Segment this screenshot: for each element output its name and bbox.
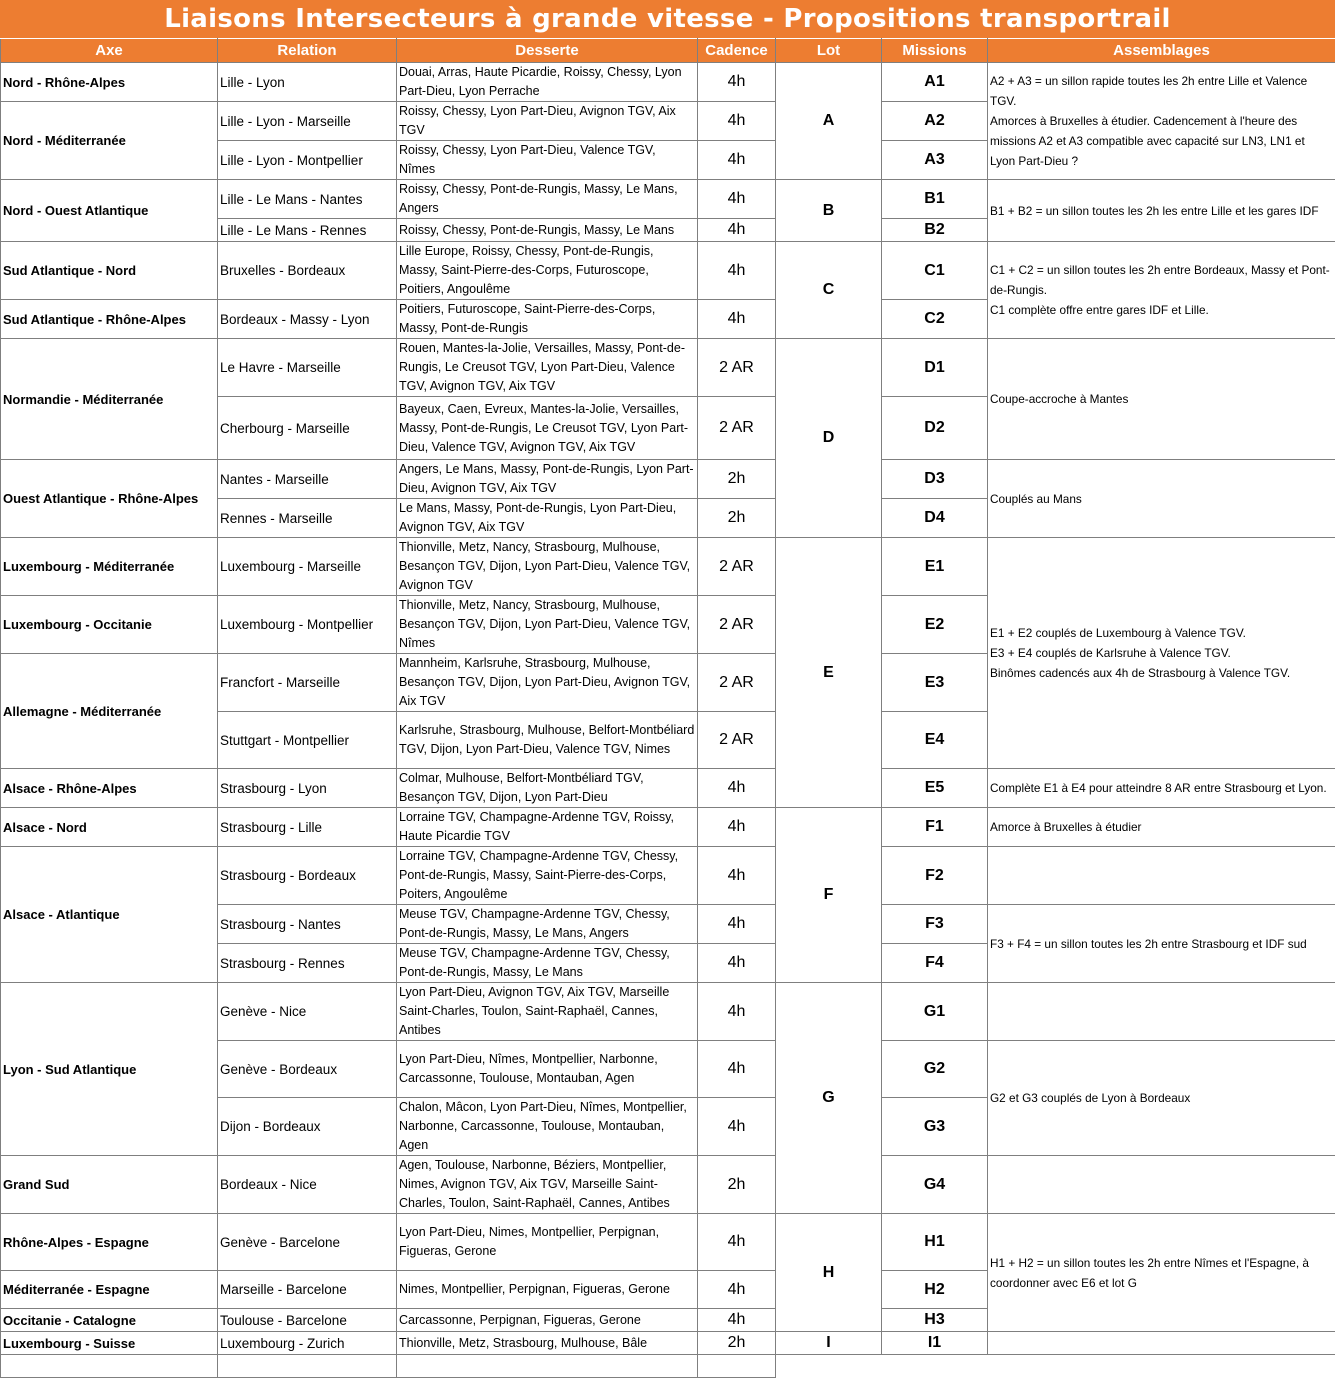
cadence-cell: 2h xyxy=(698,499,776,538)
cadence-cell: 4h xyxy=(698,905,776,944)
desserte-cell: Agen, Toulouse, Narbonne, Béziers, Montpellier, Nimes, Avignon TGV, Aix TGV, Marseille Saint-Charles, Toulon, Saint-Raphaël, Cannes, Antibes xyxy=(397,1156,698,1214)
relation-cell: Luxembourg - Zurich xyxy=(218,1332,397,1355)
relation-cell: Cherbourg - Marseille xyxy=(218,397,397,460)
desserte-cell: Chalon, Mâcon, Lyon Part-Dieu, Nîmes, Montpellier, Narbonne, Carcassonne, Toulouse, Montauban, Agen xyxy=(397,1098,698,1156)
assemblage-line: E1 + E2 couplés de Luxembourg à Valence TGV. xyxy=(990,623,1333,643)
mission-cell: B2 xyxy=(882,219,988,242)
table-row xyxy=(1,460,1335,499)
desserte-cell: Lyon Part-Dieu, Avignon TGV, Aix TGV, Marseille Saint-Charles, Toulon, Saint-Raphaël, Cannes, Antibes xyxy=(397,983,698,1041)
relation-cell: Stuttgart - Montpellier xyxy=(218,712,397,769)
table-row xyxy=(1,63,1335,102)
desserte-cell: Meuse TGV, Champagne-Ardenne TGV, Chessy, Pont-de-Rungis, Massy, Le Mans xyxy=(397,944,698,983)
relation-cell: Strasbourg - Rennes xyxy=(218,944,397,983)
table-row xyxy=(1,808,1335,847)
axe-cell: Nord - Ouest Atlantique xyxy=(1,180,218,242)
mission-cell: E2 xyxy=(882,596,988,654)
lot-cell: H xyxy=(776,1214,882,1332)
assemblage-line: G2 et G3 couplés de Lyon à Bordeaux xyxy=(990,1088,1333,1108)
relation-cell: Bordeaux - Nice xyxy=(218,1156,397,1214)
assemblage-line: Amorce à Bruxelles à étudier xyxy=(990,817,1333,837)
desserte-cell: Karlsruhe, Strasbourg, Mulhouse, Belfort-Montbéliard TGV, Dijon, Lyon Part-Dieu, Valence TGV, Nimes xyxy=(397,712,698,769)
relation-cell: Luxembourg - Marseille xyxy=(218,538,397,596)
axe-cell: Normandie - Méditerranée xyxy=(1,339,218,460)
lot-cell: I xyxy=(776,1332,882,1355)
mission-cell: H1 xyxy=(882,1214,988,1271)
cadence-cell: 4h xyxy=(698,1041,776,1098)
relation-cell: Francfort - Marseille xyxy=(218,654,397,712)
assemblage-line: Binômes cadencés aux 4h de Strasbourg à Valence TGV. xyxy=(990,663,1333,683)
relation-cell: Lille - Le Mans - Nantes xyxy=(218,180,397,219)
desserte-cell: Bayeux, Caen, Evreux, Mantes-la-Jolie, Versailles, Massy, Pont-de-Rungis, Le Creusot TGV, Lyon Part-Dieu, Valence TGV, Avignon TGV, Aix TGV xyxy=(397,397,698,460)
mission-cell: G4 xyxy=(882,1156,988,1214)
assemblage-cell xyxy=(988,983,1335,1041)
lot-cell: B xyxy=(776,180,882,242)
cadence-cell: 4h xyxy=(698,1271,776,1309)
relation-cell: Lille - Lyon - Marseille xyxy=(218,102,397,141)
table-row xyxy=(1,769,1335,808)
mission-cell: B1 xyxy=(882,180,988,219)
axe-cell: Alsace - Rhône-Alpes xyxy=(1,769,218,808)
assemblage-cell xyxy=(988,1332,1335,1355)
mission-cell: A2 xyxy=(882,102,988,141)
lot-cell: G xyxy=(776,983,882,1214)
desserte-cell: Lyon Part-Dieu, Nimes, Montpellier, Perpignan, Figueras, Gerone xyxy=(397,1214,698,1271)
axe-cell: Lyon - Sud Atlantique xyxy=(1,983,218,1156)
axe-cell: Nord - Méditerranée xyxy=(1,102,218,180)
desserte-cell: Roissy, Chessy, Pont-de-Rungis, Massy, Le Mans xyxy=(397,219,698,242)
header-desserte: Desserte xyxy=(397,39,698,63)
desserte-cell: Meuse TGV, Champagne-Ardenne TGV, Chessy, Pont-de-Rungis, Massy, Le Mans, Angers xyxy=(397,905,698,944)
table-row xyxy=(1,1156,1335,1214)
assemblage-cell xyxy=(988,180,1335,242)
mission-cell: F1 xyxy=(882,808,988,847)
relation-cell: Genève - Nice xyxy=(218,983,397,1041)
relation-cell: Genève - Bordeaux xyxy=(218,1041,397,1098)
mission-cell: C1 xyxy=(882,242,988,300)
desserte-cell: Lyon Part-Dieu, Nîmes, Montpellier, Narbonne, Carcassonne, Toulouse, Montauban, Agen xyxy=(397,1041,698,1098)
header-axe: Axe xyxy=(1,39,218,63)
liaisons-table xyxy=(0,38,1335,1378)
desserte-cell: Mannheim, Karlsruhe, Strasbourg, Mulhouse, Besançon TGV, Dijon, Lyon Part-Dieu, Avignon TGV, Aix TGV xyxy=(397,654,698,712)
desserte-cell: Le Mans, Massy, Pont-de-Rungis, Lyon Part-Dieu, Avignon TGV, Aix TGV xyxy=(397,499,698,538)
desserte-cell: Angers, Le Mans, Massy, Pont-de-Rungis, Lyon Part-Dieu, Avignon TGV, Aix TGV xyxy=(397,460,698,499)
assemblage-cell xyxy=(988,242,1335,339)
desserte-cell: Nimes, Montpellier, Perpignan, Figueras, Gerone xyxy=(397,1271,698,1309)
axe-cell: Grand Sud xyxy=(1,1156,218,1214)
assemblage-cell xyxy=(988,905,1335,983)
desserte-cell: Thionville, Metz, Strasbourg, Mulhouse, Bâle xyxy=(397,1332,698,1355)
axe-cell: Ouest Atlantique - Rhône-Alpes xyxy=(1,460,218,538)
header-row xyxy=(1,39,1335,63)
relation-cell: Strasbourg - Bordeaux xyxy=(218,847,397,905)
cadence-cell: 2h xyxy=(698,460,776,499)
cadence-cell: 2 AR xyxy=(698,339,776,397)
mission-cell: F4 xyxy=(882,944,988,983)
relation-cell xyxy=(1,1355,218,1378)
assemblage-cell xyxy=(988,847,1335,905)
mission-cell: D3 xyxy=(882,460,988,499)
table-row xyxy=(1,1332,1335,1355)
cadence-cell: 4h xyxy=(698,1098,776,1156)
axe-cell: Sud Atlantique - Nord xyxy=(1,242,218,300)
cadence-cell: 4h xyxy=(698,847,776,905)
mission-cell: I1 xyxy=(882,1332,988,1355)
cadence-cell: 4h xyxy=(698,63,776,102)
desserte-cell: Thionville, Metz, Nancy, Strasbourg, Mulhouse, Besançon TGV, Dijon, Lyon Part-Dieu, Valence TGV, Nîmes xyxy=(397,596,698,654)
assemblage-cell xyxy=(988,339,1335,460)
relation-cell: Luxembourg - Montpellier xyxy=(218,596,397,654)
header-assemblages: Assemblages xyxy=(988,39,1335,63)
desserte-cell: Roissy, Chessy, Lyon Part-Dieu, Avignon TGV, Aix TGV xyxy=(397,102,698,141)
desserte-cell: Poitiers, Futuroscope, Saint-Pierre-des-Corps, Massy, Pont-de-Rungis xyxy=(397,300,698,339)
desserte-cell: Colmar, Mulhouse, Belfort-Montbéliard TGV, Besançon TGV, Dijon, Lyon Part-Dieu xyxy=(397,769,698,808)
relation-cell: Rennes - Marseille xyxy=(218,499,397,538)
cadence-cell: 2 AR xyxy=(698,654,776,712)
assemblage-line: A2 + A3 = un sillon rapide toutes les 2h entre Lille et Valence TGV. xyxy=(990,71,1333,111)
cadence-cell: 2 AR xyxy=(698,538,776,596)
axe-cell: Luxembourg - Suisse xyxy=(1,1332,218,1355)
lot-cell: E xyxy=(776,538,882,808)
header-relation: Relation xyxy=(218,39,397,63)
assemblage-line: E3 + E4 couplés de Karlsruhe à Valence TGV. xyxy=(990,643,1333,663)
relation-cell: Strasbourg - Lyon xyxy=(218,769,397,808)
assemblage-line: H1 + H2 = un sillon toutes les 2h entre Nîmes et l'Espagne, à coordonner avec E6 et lot G xyxy=(990,1253,1333,1293)
desserte-cell: Rouen, Mantes-la-Jolie, Versailles, Massy, Pont-de-Rungis, Le Creusot TGV, Lyon Part-Dieu, Valence TGV, Avignon TGV, Aix TGV xyxy=(397,339,698,397)
cadence-cell: 4h xyxy=(698,141,776,180)
header-cadence: Cadence xyxy=(698,39,776,63)
assemblage-line: C1 + C2 = un sillon toutes les 2h entre Bordeaux, Massy et Pont-de-Rungis. xyxy=(990,260,1333,300)
mission-cell: G2 xyxy=(882,1041,988,1098)
relation-cell: Marseille - Barcelone xyxy=(218,1271,397,1309)
header-missions: Missions xyxy=(882,39,988,63)
assemblage-line: B1 + B2 = un sillon toutes les 2h les entre Lille et les gares IDF xyxy=(990,201,1333,221)
mission-cell: G3 xyxy=(882,1098,988,1156)
cadence-cell: 4h xyxy=(698,242,776,300)
axe-cell: Alsace - Atlantique xyxy=(1,847,218,983)
cadence-cell xyxy=(397,1355,698,1378)
axe-cell: Occitanie - Catalogne xyxy=(1,1309,218,1332)
mission-cell: A3 xyxy=(882,141,988,180)
relation-cell: Strasbourg - Lille xyxy=(218,808,397,847)
table-row xyxy=(1,538,1335,596)
relation-cell: Nantes - Marseille xyxy=(218,460,397,499)
axe-cell: Sud Atlantique - Rhône-Alpes xyxy=(1,300,218,339)
cadence-cell: 4h xyxy=(698,1214,776,1271)
axe-cell: Luxembourg - Méditerranée xyxy=(1,538,218,596)
cadence-cell: 4h xyxy=(698,769,776,808)
table-row xyxy=(1,1214,1335,1271)
mission-cell: D2 xyxy=(882,397,988,460)
assemblage-line: F3 + F4 = un sillon toutes les 2h entre Strasbourg et IDF sud xyxy=(990,934,1333,954)
relation-cell: Lille - Lyon - Montpellier xyxy=(218,141,397,180)
desserte-cell: Roissy, Chessy, Lyon Part-Dieu, Valence TGV, Nîmes xyxy=(397,141,698,180)
table-row xyxy=(1,847,1335,905)
mission-cell: D1 xyxy=(882,339,988,397)
lot-cell: C xyxy=(776,242,882,339)
relation-cell: Genève - Barcelone xyxy=(218,1214,397,1271)
assemblage-cell xyxy=(988,538,1335,769)
cadence-cell: 2h xyxy=(698,1156,776,1214)
desserte-cell: Carcassonne, Perpignan, Figueras, Gerone xyxy=(397,1309,698,1332)
mission-cell: E3 xyxy=(882,654,988,712)
desserte-cell: Roissy, Chessy, Pont-de-Rungis, Massy, Le Mans, Angers xyxy=(397,180,698,219)
cadence-cell: 4h xyxy=(698,102,776,141)
cadence-cell: 4h xyxy=(698,219,776,242)
table-body xyxy=(1,63,1335,1378)
cadence-cell: 4h xyxy=(698,180,776,219)
assemblage-cell xyxy=(988,460,1335,538)
sheet-title: Liaisons Intersecteurs à grande vitesse - Propositions transportrail xyxy=(0,0,1335,38)
mission-cell: E1 xyxy=(882,538,988,596)
table-row xyxy=(1,983,1335,1041)
desserte-cell xyxy=(218,1355,397,1378)
mission-cell: H3 xyxy=(882,1309,988,1332)
relation-cell: Lille - Le Mans - Rennes xyxy=(218,219,397,242)
cadence-cell: 2 AR xyxy=(698,596,776,654)
assemblage-line: Couplés au Mans xyxy=(990,489,1333,509)
assemblage-line: Amorces à Bruxelles à étudier. Cadencement à l'heure des missions A2 et A3 compatible avec capacité sur LN3, LN1 et Lyon Part-Dieu ? xyxy=(990,111,1333,171)
relation-cell: Toulouse - Barcelone xyxy=(218,1309,397,1332)
mission-cell: E5 xyxy=(882,769,988,808)
lot-cell: A xyxy=(776,63,882,180)
cadence-cell: 4h xyxy=(698,944,776,983)
assemblage-cell xyxy=(988,808,1335,847)
axe-cell: Rhône-Alpes - Espagne xyxy=(1,1214,218,1271)
cadence-cell: 2h xyxy=(698,1332,776,1355)
cadence-cell: 2 AR xyxy=(698,397,776,460)
cadence-cell: 4h xyxy=(698,983,776,1041)
axe-cell: Allemagne - Méditerranée xyxy=(1,654,218,769)
lot-cell: F xyxy=(776,808,882,983)
assemblage-cell xyxy=(988,769,1335,808)
mission-cell: H2 xyxy=(882,1271,988,1309)
assemblage-cell xyxy=(988,1214,1335,1332)
header-lot: Lot xyxy=(776,39,882,63)
relation-cell: Bruxelles - Bordeaux xyxy=(218,242,397,300)
relation-cell: Dijon - Bordeaux xyxy=(218,1098,397,1156)
relation-cell: Le Havre - Marseille xyxy=(218,339,397,397)
assemblage-line: Complète E1 à E4 pour atteindre 8 AR entre Strasbourg et Lyon. xyxy=(990,778,1333,798)
mission-cell: A1 xyxy=(882,63,988,102)
desserte-cell: Douai, Arras, Haute Picardie, Roissy, Chessy, Lyon Part-Dieu, Lyon Perrache xyxy=(397,63,698,102)
table-row xyxy=(1,180,1335,219)
cadence-cell: 4h xyxy=(698,1309,776,1332)
desserte-cell: Lille Europe, Roissy, Chessy, Pont-de-Rungis, Massy, Saint-Pierre-des-Corps, Futuroscope, Poitiers, Angoulême xyxy=(397,242,698,300)
mission-cell: F3 xyxy=(882,905,988,944)
mission-cell: F2 xyxy=(882,847,988,905)
assemblage-cell xyxy=(988,1156,1335,1214)
mission-cell xyxy=(698,1355,776,1378)
desserte-cell: Lorraine TGV, Champagne-Ardenne TGV, Chessy, Pont-de-Rungis, Massy, Saint-Pierre-des-Corps, Poiters, Angoulême xyxy=(397,847,698,905)
axe-cell: Luxembourg - Occitanie xyxy=(1,596,218,654)
desserte-cell: Lorraine TGV, Champagne-Ardenne TGV, Roissy, Haute Picardie TGV xyxy=(397,808,698,847)
table-row xyxy=(1,242,1335,300)
cadence-cell: 4h xyxy=(698,808,776,847)
axe-cell: Méditerranée - Espagne xyxy=(1,1271,218,1309)
cadence-cell: 2 AR xyxy=(698,712,776,769)
axe-cell: Alsace - Nord xyxy=(1,808,218,847)
relation-cell: Lille - Lyon xyxy=(218,63,397,102)
relation-cell: Strasbourg - Nantes xyxy=(218,905,397,944)
assemblage-line: C1 complète offre entre gares IDF et Lille. xyxy=(990,300,1333,320)
cadence-cell: 4h xyxy=(698,300,776,339)
relation-cell: Bordeaux - Massy - Lyon xyxy=(218,300,397,339)
mission-cell: D4 xyxy=(882,499,988,538)
assemblage-cell xyxy=(988,63,1335,180)
mission-cell: G1 xyxy=(882,983,988,1041)
table-row xyxy=(1,1355,1335,1378)
mission-cell: E4 xyxy=(882,712,988,769)
assemblage-line: Coupe-accroche à Mantes xyxy=(990,389,1333,409)
assemblage-cell xyxy=(988,1041,1335,1156)
desserte-cell: Thionville, Metz, Nancy, Strasbourg, Mulhouse, Besançon TGV, Dijon, Lyon Part-Dieu, Valence TGV, Avignon TGV xyxy=(397,538,698,596)
mission-cell: C2 xyxy=(882,300,988,339)
axe-cell: Nord - Rhône-Alpes xyxy=(1,63,218,102)
table-row xyxy=(1,339,1335,397)
lot-cell: D xyxy=(776,339,882,538)
